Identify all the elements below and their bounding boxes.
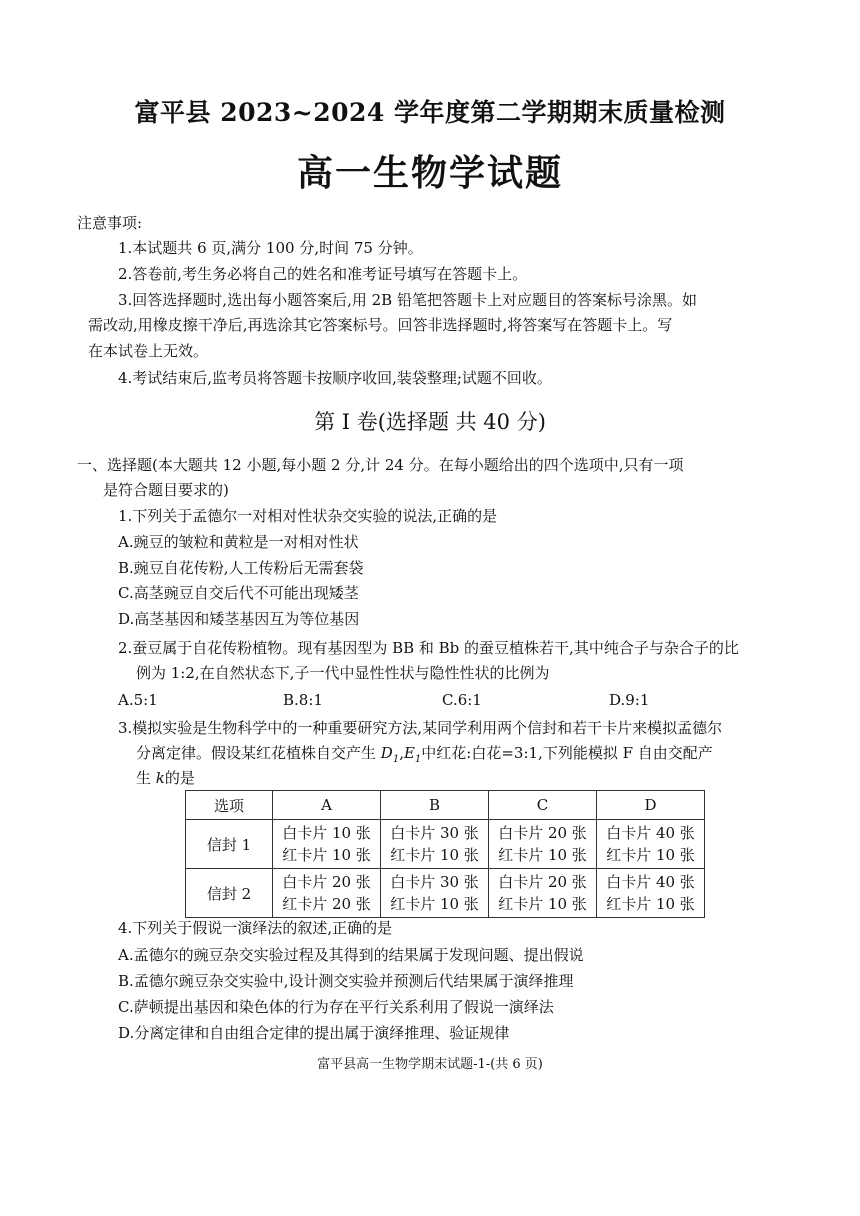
subject-title: 高一生物学试题 xyxy=(296,152,563,194)
table-cell xyxy=(489,869,597,918)
q3-stem-line-3 xyxy=(136,768,195,788)
q3-var-k: k xyxy=(155,769,165,787)
q4-option-b: B.孟德尔豌豆杂交实验中,设计测交实验并预测后代结果属于演绎推理 xyxy=(118,972,574,990)
table-cell xyxy=(597,820,705,869)
notice-item-1: 1.本试题共 6 页,满分 100 分,时间 75 分钟。 xyxy=(118,239,423,257)
cell-line: 白卡片 40 张 xyxy=(606,873,695,891)
page-footer: 富平县高一生物学期末试题-1-(共 6 页) xyxy=(317,1057,543,1072)
section-instruction-line-1: 一、选择题(本大题共 12 小题,每小题 2 分,计 24 分。在每小题给出的四个选项中,只有一项 xyxy=(77,456,684,474)
cell-line: 红卡片 10 张 xyxy=(390,895,479,913)
table-row xyxy=(186,869,705,918)
q1-option-a: A.豌豆的皱粒和黄粒是一对相对性状 xyxy=(118,533,359,551)
q2-option-a: A.5:1 xyxy=(118,691,158,709)
cell-line: 白卡片 20 张 xyxy=(498,873,587,891)
q3-stem-line-1: 3.模拟实验是生物科学中的一种重要研究方法,某同学利用两个信封和若干卡片来模拟孟德尔 xyxy=(118,719,723,737)
table-row xyxy=(186,820,705,869)
q3-var-e: E xyxy=(403,744,415,762)
notice-item-3-line-1: 3.回答选择题时,选出每小题答案后,用 2B 铅笔把答题卡上对应题目的答案标号涂黑。如 xyxy=(118,291,697,309)
q2-stem-line-1: 2.蚕豆属于自花传粉植物。现有基因型为 BB 和 Bb 的蚕豆植株若干,其中纯合子与杂合子的比 xyxy=(118,639,739,657)
table-header-row xyxy=(186,791,705,820)
table-cell xyxy=(273,820,381,869)
table-header-cell: 选项 xyxy=(186,791,273,820)
q3-stem-line-2-part-a: 分离定律。假设某红花植株自交产生 xyxy=(136,744,381,762)
q1-option-c: C.高茎豌豆自交后代不可能出现矮茎 xyxy=(118,584,359,602)
cell-line: 白卡片 40 张 xyxy=(606,824,695,842)
cell-line: 红卡片 10 张 xyxy=(498,895,587,913)
notice-heading: 注意事项: xyxy=(77,214,143,232)
q1-option-d: D.高茎基因和矮茎基因互为等位基因 xyxy=(118,610,360,628)
q3-sub-1: 1 xyxy=(392,754,400,765)
cell-line: 红卡片 20 张 xyxy=(282,895,371,913)
q2-option-c: C.6:1 xyxy=(442,691,482,709)
notice-item-3-line-2: 需改动,用橡皮擦干净后,再选涂其它答案标号。回答非选择题时,将答案写在答题卡上。写 xyxy=(88,316,673,334)
table-cell xyxy=(597,869,705,918)
table-header-cell: D xyxy=(597,791,705,820)
notice-item-3-line-3: 在本试卷上无效。 xyxy=(88,342,209,360)
notice-item-2: 2.答卷前,考生务必将自己的姓名和准考证号填写在答题卡上。 xyxy=(118,265,528,283)
cell-line: 白卡片 30 张 xyxy=(390,873,479,891)
q1-stem: 1.下列关于孟德尔一对相对性状杂交实验的说法,正确的是 xyxy=(118,507,498,525)
q2-option-d: D.9:1 xyxy=(609,691,650,709)
table-header-cell: B xyxy=(381,791,489,820)
q3-comma: , xyxy=(399,744,404,762)
q4-option-d: D.分离定律和自由组合定律的提出属于演绎推理、验证规律 xyxy=(118,1024,510,1042)
q3-stem-line-3-part-b: 的是 xyxy=(164,769,195,787)
q3-var-d: D xyxy=(380,744,393,762)
q4-option-a: A.孟德尔的豌豆杂交实验过程及其得到的结果属于发现问题、提出假说 xyxy=(118,946,584,964)
cell-line: 红卡片 10 张 xyxy=(606,846,695,864)
section-instruction-line-2: 是符合题目要求的) xyxy=(103,481,229,499)
table-row-label: 信封 2 xyxy=(186,869,273,918)
q3-stem-line-2-part-b: 中红花:白花=3:1,下列能模拟 F xyxy=(421,744,634,762)
q2-option-b: B.8:1 xyxy=(283,691,323,709)
table-cell xyxy=(273,869,381,918)
table-row-label: 信封 1 xyxy=(186,820,273,869)
table-cell xyxy=(489,820,597,869)
q2-stem-line-2: 例为 1:2,在自然状态下,子一代中显性性状与隐性性状的比例为 xyxy=(136,664,550,682)
table-cell xyxy=(381,869,489,918)
cell-line: 红卡片 10 张 xyxy=(282,846,371,864)
q1-option-b: B.豌豆自花传粉,人工传粉后无需套袋 xyxy=(118,559,364,577)
table-cell xyxy=(381,820,489,869)
table-header-cell: A xyxy=(273,791,381,820)
q3-envelope-table xyxy=(185,790,705,918)
cell-line: 红卡片 10 张 xyxy=(390,846,479,864)
q4-stem: 4.下列关于假说一演绎法的叙述,正确的是 xyxy=(118,919,393,937)
cell-line: 白卡片 20 张 xyxy=(498,824,587,842)
q3-stem-line-3-part-a: 生 xyxy=(136,769,156,787)
table-header-cell: C xyxy=(489,791,597,820)
cell-line: 红卡片 10 张 xyxy=(498,846,587,864)
q3-stem-line-2-part-c: 自由交配产 xyxy=(633,744,713,762)
section-title: 第 I 卷(选择题 共 40 分) xyxy=(314,410,546,434)
q3-stem-line-2 xyxy=(136,743,713,770)
q3-sub-2: 1 xyxy=(414,754,422,765)
cell-line: 白卡片 10 张 xyxy=(282,824,371,842)
q4-option-c: C.萨顿提出基因和染色体的行为存在平行关系利用了假说一演绎法 xyxy=(118,998,554,1016)
notice-item-4: 4.考试结束后,监考员将答题卡按顺序收回,装袋整理;试题不回收。 xyxy=(118,369,552,387)
cell-line: 红卡片 10 张 xyxy=(606,895,695,913)
cell-line: 白卡片 20 张 xyxy=(282,873,371,891)
exam-title: 富平县 2023~2024 学年度第二学期期末质量检测 xyxy=(134,98,726,127)
cell-line: 白卡片 30 张 xyxy=(390,824,479,842)
